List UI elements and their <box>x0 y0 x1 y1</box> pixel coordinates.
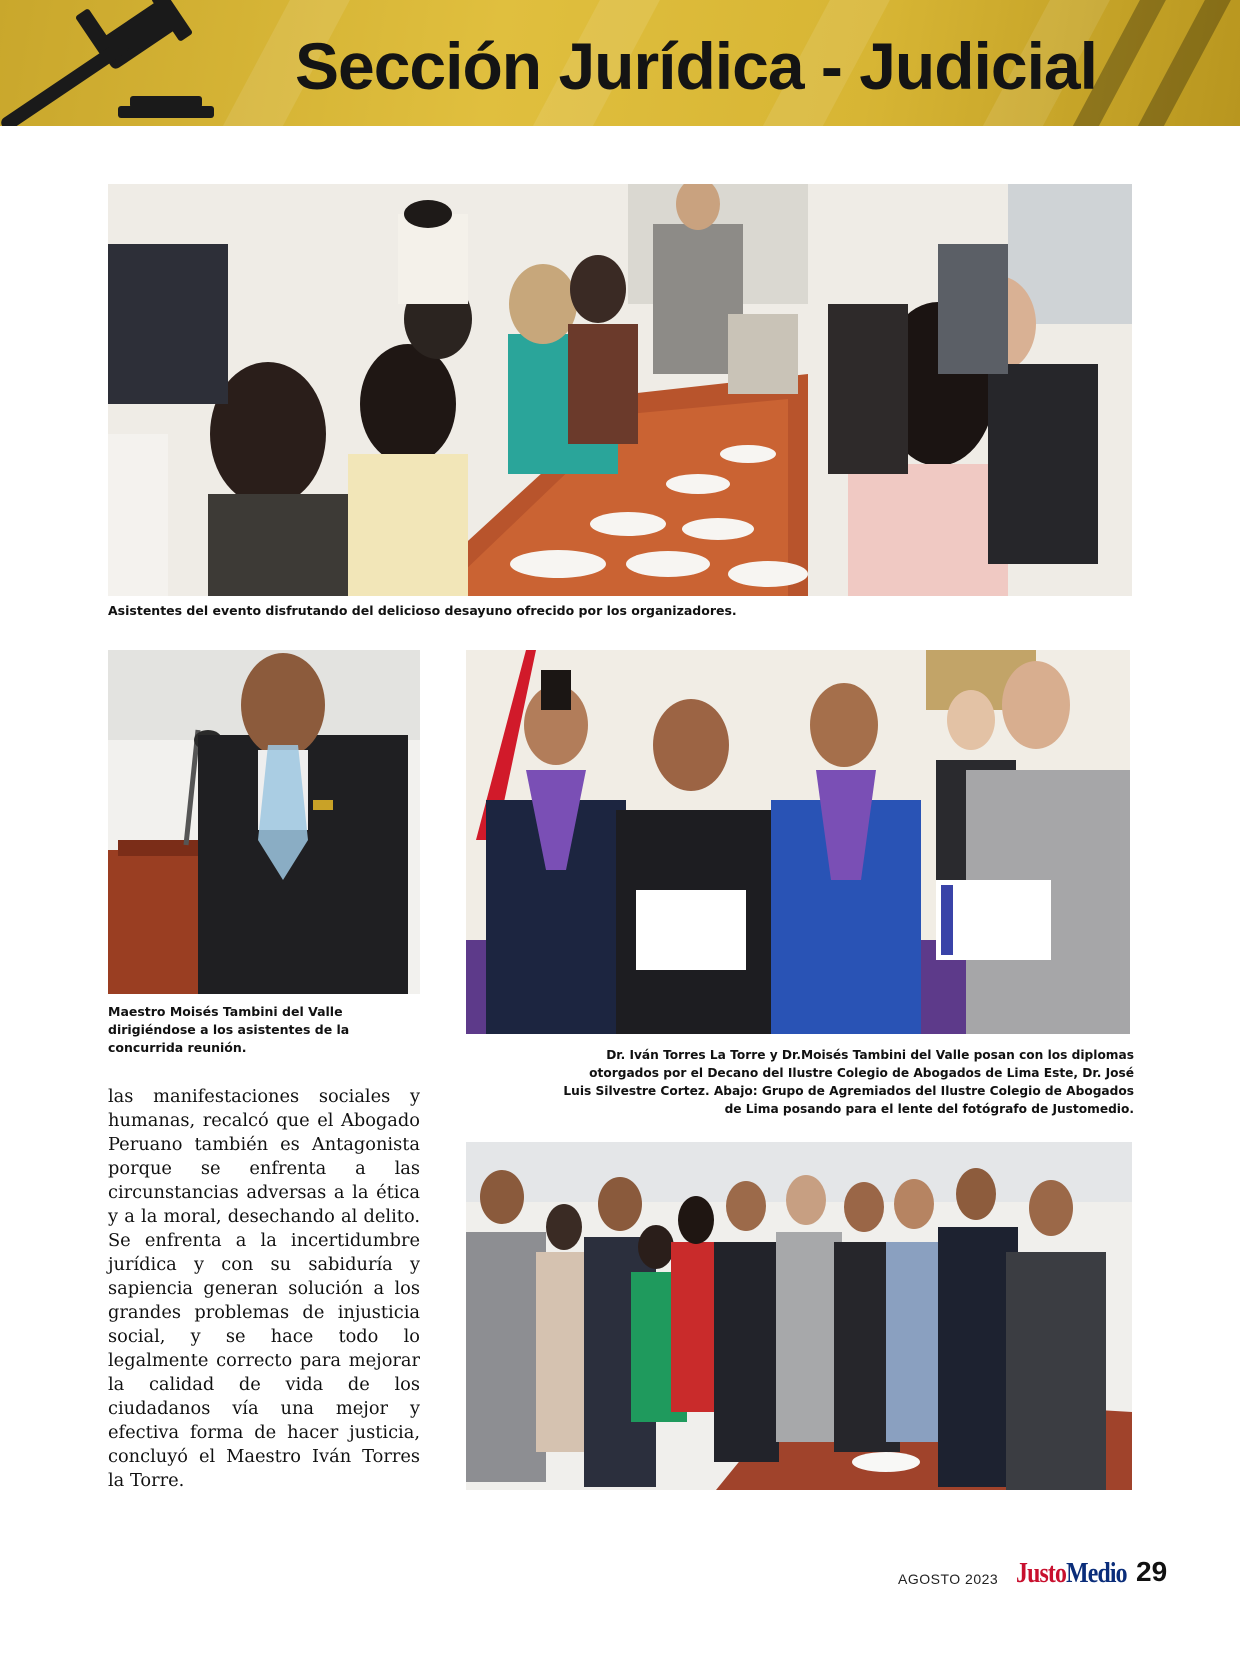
speaker-caption <box>108 1003 420 1057</box>
section-title: Sección Jurídica - Judicial <box>295 29 1097 103</box>
footer-date: AGOSTO 2023 <box>898 1571 999 1587</box>
group-photo-image <box>466 1142 1132 1490</box>
section-header-banner <box>0 0 1240 126</box>
diplomas-caption-line: Luis Silvestre Cortez. Abajo: Grupo de Agremiados del Ilustre Colegio de Abogados <box>563 1084 1134 1098</box>
speaker-caption-line: concurrida reunión. <box>108 1040 247 1055</box>
breakfast-photo-image <box>108 184 1132 596</box>
logo-part-medio: Medio <box>1066 1557 1127 1589</box>
diplomas-photo-image <box>466 650 1130 1034</box>
magazine-logo <box>1016 1557 1127 1590</box>
diplomas-caption-line: otorgados por el Decano del Ilustre Colegio de Abogados de Lima Este, Dr. José <box>589 1066 1134 1080</box>
diplomas-caption-line: de Lima posando para el lente del fotógrafo de Justomedio. <box>724 1102 1134 1116</box>
diplomas-photo <box>466 650 1130 1034</box>
breakfast-caption: Asistentes del evento disfrutando del delicioso desayuno ofrecido por los organizadores. <box>108 603 737 618</box>
speaker-photo-image <box>108 650 420 994</box>
logo-part-justo: Justo <box>1016 1557 1067 1589</box>
diplomas-caption <box>466 1046 1134 1118</box>
speaker-photo <box>108 650 420 994</box>
article-body: las manifestaciones sociales y humanas, recalcó que el Abogado Peruano también es Antagonista porque se enfrenta a las circunstancias adversas a la ética y a la moral, desechando al delito. Se enfrenta a la incertidumbre jurídica y con su sabiduría y sapiencia generan solución a los grandes problemas de injusticia social, y se hace todo lo legalmente correcto para mejorar la calidad de vida de los ciudadanos vía una mejor y efectiva forma de hacer justicia, concluyó el Maestro Iván Torres la Torre. <box>108 1086 420 1491</box>
group-photo <box>466 1142 1132 1490</box>
breakfast-event-photo <box>108 184 1132 596</box>
diplomas-caption-line: Dr. Iván Torres La Torre y Dr.Moisés Tambini del Valle posan con los diplomas <box>606 1048 1134 1062</box>
speaker-caption-line: dirigiéndose a los asistentes de la <box>108 1022 350 1037</box>
page-number: 29 <box>1136 1556 1168 1587</box>
speaker-caption-line: Maestro Moisés Tambini del Valle <box>108 1004 343 1019</box>
gavel-icon <box>0 0 230 126</box>
